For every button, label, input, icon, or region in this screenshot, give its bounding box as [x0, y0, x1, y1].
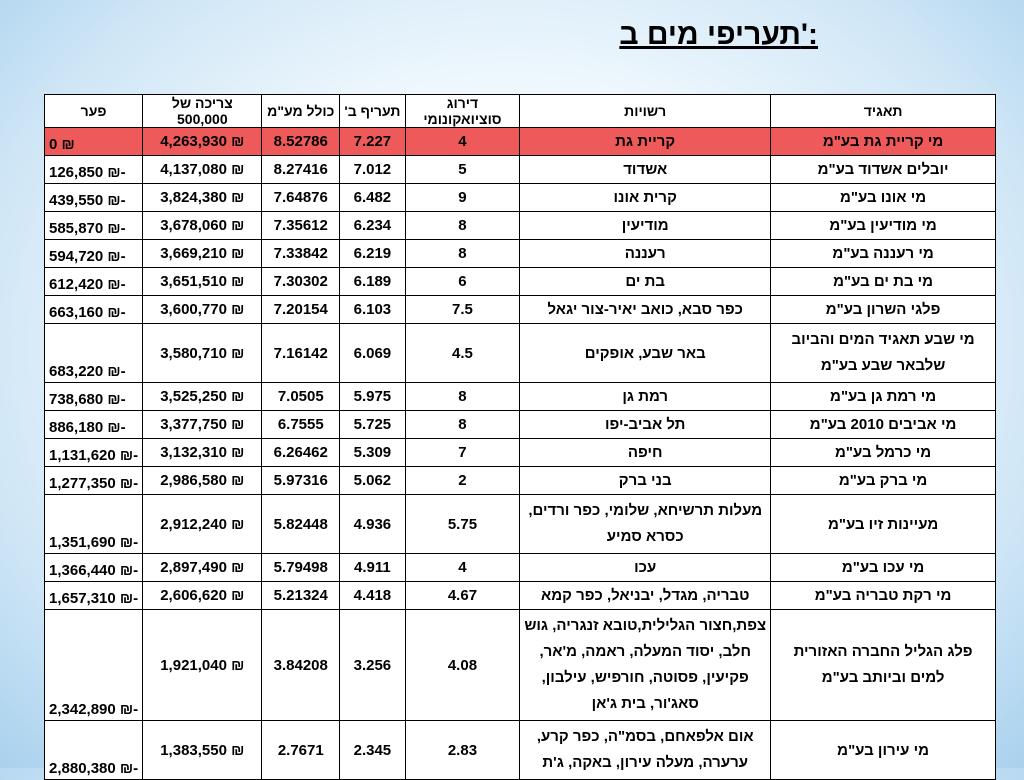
- municipalities-cell: רעננה: [520, 240, 771, 268]
- municipalities-cell: אשדוד: [520, 156, 771, 184]
- table-row: [45, 439, 996, 467]
- incl-vat-cell: 2.7671: [262, 721, 340, 780]
- incl-vat-cell: 7.35612: [262, 212, 340, 240]
- tariff-cell: 6.189: [340, 268, 406, 296]
- table-row: [45, 610, 996, 721]
- gap-cell: -₪ 126,850: [45, 156, 143, 184]
- page-title: תעריפי מים ב':: [619, 18, 818, 51]
- corporation-cell: פלג הגליל החברה האזורית למים וביותב בע"מ: [771, 610, 996, 721]
- tariff-cell: 3.256: [340, 610, 406, 721]
- corporation-cell: מי רעננה בע"מ: [771, 240, 996, 268]
- municipalities-cell: צפת,חצור הגלילית,טובא זנגריה, גוש חלב, יסוד המעלה, ראמה, מ'אר, פקיעין, פסוטה, חורפיש, עילבון, סאג'ור, בית ג'אן: [520, 610, 771, 721]
- rank-cell: 2: [405, 467, 520, 495]
- tariff-cell: 6.069: [340, 324, 406, 383]
- incl-vat-cell: 6.7555: [262, 411, 340, 439]
- rank-cell: 4.08: [405, 610, 520, 721]
- municipalities-cell: קריית גת: [520, 128, 771, 156]
- table-row: [45, 156, 996, 184]
- municipalities-cell: עכו: [520, 554, 771, 582]
- table-row: [45, 383, 996, 411]
- corporation-cell: יובלים אשדוד בע"מ: [771, 156, 996, 184]
- table-row: [45, 554, 996, 582]
- consumption-cell: ₪ 3,580,710: [143, 324, 262, 383]
- gap-cell: -₪ 1,351,690: [45, 495, 143, 554]
- rank-cell: 7.5: [405, 296, 520, 324]
- rank-cell: 5: [405, 156, 520, 184]
- consumption-cell: ₪ 1,383,550: [143, 721, 262, 780]
- corporation-cell: מי עירון בע"מ: [771, 721, 996, 780]
- rank-cell: 4.67: [405, 582, 520, 610]
- table-row: [45, 184, 996, 212]
- table-row: [45, 240, 996, 268]
- incl-vat-cell: 8.52786: [262, 128, 340, 156]
- rank-cell: 9: [405, 184, 520, 212]
- header-socioeconomic-rank: דירוג סוציואקונומי: [405, 95, 520, 128]
- table-row: [45, 268, 996, 296]
- tariff-cell: 5.725: [340, 411, 406, 439]
- municipalities-cell: רמת גן: [520, 383, 771, 411]
- tariff-cell: 4.936: [340, 495, 406, 554]
- incl-vat-cell: 7.30302: [262, 268, 340, 296]
- consumption-cell: ₪ 3,651,510: [143, 268, 262, 296]
- gap-cell: -₪ 612,420: [45, 268, 143, 296]
- consumption-cell: ₪ 3,132,310: [143, 439, 262, 467]
- consumption-cell: ₪ 2,606,620: [143, 582, 262, 610]
- incl-vat-cell: 7.0505: [262, 383, 340, 411]
- corporation-cell: מי רקת טבריה בע"מ: [771, 582, 996, 610]
- gap-cell: -₪ 886,180: [45, 411, 143, 439]
- header-tariff: תעריף ב': [340, 95, 406, 128]
- corporation-cell: מי ברק בע"מ: [771, 467, 996, 495]
- consumption-cell: ₪ 4,137,080: [143, 156, 262, 184]
- municipalities-cell: קרית אונו: [520, 184, 771, 212]
- tariff-cell: 7.227: [340, 128, 406, 156]
- gap-cell: -₪ 1,366,440: [45, 554, 143, 582]
- rank-cell: 5.75: [405, 495, 520, 554]
- rank-cell: 8: [405, 383, 520, 411]
- rank-cell: 2.83: [405, 721, 520, 780]
- corporation-cell: מי כרמל בע"מ: [771, 439, 996, 467]
- table-row: [45, 582, 996, 610]
- corporation-cell: מי רמת גן בע"מ: [771, 383, 996, 411]
- municipalities-cell: מודיעין: [520, 212, 771, 240]
- rank-cell: 7: [405, 439, 520, 467]
- rank-cell: 6: [405, 268, 520, 296]
- municipalities-cell: חיפה: [520, 439, 771, 467]
- rank-cell: 8: [405, 240, 520, 268]
- incl-vat-cell: 7.16142: [262, 324, 340, 383]
- consumption-cell: ₪ 3,824,380: [143, 184, 262, 212]
- gap-cell: -₪ 439,550: [45, 184, 143, 212]
- consumption-cell: ₪ 3,678,060: [143, 212, 262, 240]
- municipalities-cell: בת ים: [520, 268, 771, 296]
- tariff-cell: 7.012: [340, 156, 406, 184]
- table-row: [45, 128, 996, 156]
- corporation-cell: מי עכו בע"מ: [771, 554, 996, 582]
- municipalities-cell: כפר סבא, כואב יאיר-צור יגאל: [520, 296, 771, 324]
- header-corporation: תאגיד: [771, 95, 996, 128]
- tariff-cell: 4.911: [340, 554, 406, 582]
- gap-cell: -₪ 2,342,890: [45, 610, 143, 721]
- incl-vat-cell: 3.84208: [262, 610, 340, 721]
- gap-cell: -₪ 1,657,310: [45, 582, 143, 610]
- table-row: [45, 495, 996, 554]
- corporation-cell: פלגי השרון בע"מ: [771, 296, 996, 324]
- municipalities-cell: בני ברק: [520, 467, 771, 495]
- table-row: [45, 212, 996, 240]
- incl-vat-cell: 7.33842: [262, 240, 340, 268]
- tariff-cell: 6.482: [340, 184, 406, 212]
- corporation-cell: מי אביבים 2010 בע"מ: [771, 411, 996, 439]
- tariff-cell: 6.103: [340, 296, 406, 324]
- incl-vat-cell: 5.97316: [262, 467, 340, 495]
- corporation-cell: מי בת ים בע"מ: [771, 268, 996, 296]
- consumption-cell: ₪ 2,912,240: [143, 495, 262, 554]
- tariff-cell: 6.234: [340, 212, 406, 240]
- table-row: [45, 411, 996, 439]
- municipalities-cell: אום אלפאחם, בסמ"ה, כפר קרע, ערערה, מעלה עירון, באקה, ג'ת: [520, 721, 771, 780]
- incl-vat-cell: 5.82448: [262, 495, 340, 554]
- consumption-cell: ₪ 3,525,250: [143, 383, 262, 411]
- incl-vat-cell: 6.26462: [262, 439, 340, 467]
- header-municipalities: רשויות: [520, 95, 771, 128]
- municipalities-cell: באר שבע, אופקים: [520, 324, 771, 383]
- tariff-cell: 2.345: [340, 721, 406, 780]
- header-row: [45, 95, 996, 128]
- table-row: [45, 296, 996, 324]
- water-tariffs-table: [44, 94, 996, 780]
- consumption-cell: ₪ 3,600,770: [143, 296, 262, 324]
- header-gap: פער: [45, 95, 143, 128]
- gap-cell: -₪ 585,870: [45, 212, 143, 240]
- consumption-cell: ₪ 4,263,930: [143, 128, 262, 156]
- gap-cell: ₪ 0: [45, 128, 143, 156]
- consumption-cell: ₪ 1,921,040: [143, 610, 262, 721]
- incl-vat-cell: 7.64876: [262, 184, 340, 212]
- corporation-cell: מי קריית גת בע"מ: [771, 128, 996, 156]
- tariff-cell: 5.062: [340, 467, 406, 495]
- tariff-cell: 5.309: [340, 439, 406, 467]
- corporation-cell: מי אונו בע"מ: [771, 184, 996, 212]
- municipalities-cell: תל אביב-יפו: [520, 411, 771, 439]
- consumption-cell: ₪ 3,669,210: [143, 240, 262, 268]
- table-row: [45, 721, 996, 780]
- gap-cell: -₪ 2,880,380: [45, 721, 143, 780]
- incl-vat-cell: 7.20154: [262, 296, 340, 324]
- tariff-cell: 5.975: [340, 383, 406, 411]
- gap-cell: -₪ 663,160: [45, 296, 143, 324]
- gap-cell: -₪ 738,680: [45, 383, 143, 411]
- municipalities-cell: מעלות תרשיחא, שלומי, כפר ורדים, כסרא סמיע: [520, 495, 771, 554]
- consumption-cell: ₪ 2,897,490: [143, 554, 262, 582]
- gap-cell: -₪ 1,277,350: [45, 467, 143, 495]
- municipalities-cell: טבריה, מגדל, יבניאל, כפר קמא: [520, 582, 771, 610]
- rank-cell: 4: [405, 128, 520, 156]
- gap-cell: -₪ 594,720: [45, 240, 143, 268]
- rank-cell: 4: [405, 554, 520, 582]
- gap-cell: -₪ 1,131,620: [45, 439, 143, 467]
- incl-vat-cell: 8.27416: [262, 156, 340, 184]
- table-row: [45, 467, 996, 495]
- tariff-cell: 6.219: [340, 240, 406, 268]
- rank-cell: 8: [405, 411, 520, 439]
- incl-vat-cell: 5.79498: [262, 554, 340, 582]
- tariff-cell: 4.418: [340, 582, 406, 610]
- consumption-cell: ₪ 3,377,750: [143, 411, 262, 439]
- rank-cell: 8: [405, 212, 520, 240]
- corporation-cell: מי מודיעין בע"מ: [771, 212, 996, 240]
- table-row: [45, 324, 996, 383]
- incl-vat-cell: 5.21324: [262, 582, 340, 610]
- rank-cell: 4.5: [405, 324, 520, 383]
- header-consumption: צריכה של 500,000: [143, 95, 262, 128]
- consumption-cell: ₪ 2,986,580: [143, 467, 262, 495]
- corporation-cell: מעיינות זיו בע"מ: [771, 495, 996, 554]
- header-incl-vat: כולל מע"מ: [262, 95, 340, 128]
- gap-cell: -₪ 683,220: [45, 324, 143, 383]
- corporation-cell: מי שבע תאגיד המים והביוב שלבאר שבע בע"מ: [771, 324, 996, 383]
